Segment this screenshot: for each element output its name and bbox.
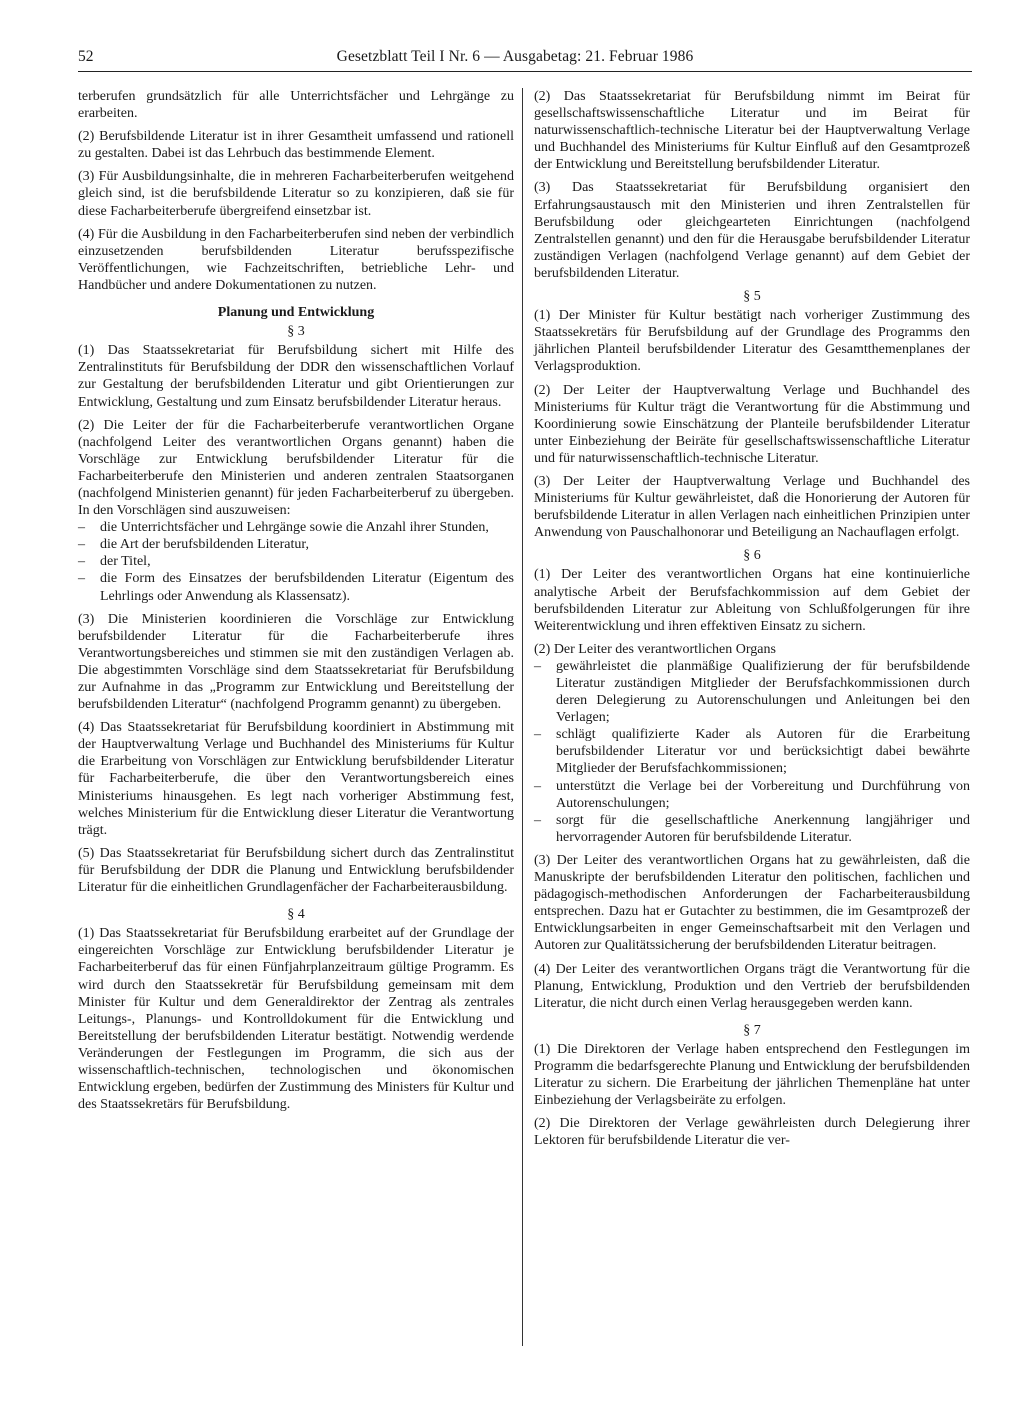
paragraph: (2) Die Direktoren der Verlage gewährleisten durch Delegierung ihrer Lektoren für berufsbildende Literatur die ver-: [534, 1116, 970, 1149]
page-number: 52: [78, 48, 94, 65]
dash-list: [78, 519, 514, 604]
paragraph: (2) Das Staatssekretariat für Berufsbildung nimmt im Beirat für gesellschaftswissenschaftliche Literatur und im Beirat für naturwissenschaftlich-technische Literatur bei der Hauptverwaltung Verlage und Buchhandel des Ministeriums für Kultur Einfluß auf den Gesamtprozeß der Entwicklung und Bereitstellung berufsbildender Literatur.: [534, 89, 970, 173]
list-item: – sorgt für die gesellschaftliche Anerkennung langjähriger und hervorragender Autoren für berufsbildende Literatur.: [534, 812, 970, 846]
paragraph: (3) Der Leiter des verantwortlichen Organs hat zu gewährleisten, daß die Manuskripte der berufsbildenden Literatur den politischen, fachlichen und pädagogisch-methodischen Anforderungen der Facharbeiterausbildung entsprechen. Dazu hat er Gutachter zu bestimmen, die im Gesamtprozeß der Entwicklungsarbeiten in enger Gemeinschaftsarbeit mit den Verlagen und Autoren zur Qualitätssicherung der berufsbildenden Literatur beitragen.: [534, 852, 970, 954]
section-number: § 7: [743, 1022, 761, 1038]
list-item: – gewährleistet die planmäßige Qualifizierung der für berufsbildende Literatur zuständigen Mitglieder der Berufsfachkommissionen durch deren Delegierung zu Autorenschulungen und Anleitungen bei den Verlagen;: [534, 658, 970, 726]
paragraph: (2) Berufsbildende Literatur ist in ihrer Gesamtheit umfassend und rationell zu gestalten. Dabei ist das Lehrbuch das bestimmende Element.: [78, 129, 514, 162]
list-item: – der Titel,: [78, 553, 514, 570]
paragraph: (3) Der Leiter der Hauptverwaltung Verlage und Buchhandel des Ministeriums für Kultur gewährleistet, daß die Honorierung der Autoren für berufsbildende Literatur in allen Verlagen nach einheitlichen Prinzipien unter Anwendung von Pauschalhonorar und Beteiligung an Nachauflagen erfolgt.: [534, 473, 970, 541]
list-item: – die Unterrichtsfächer und Lehrgänge sowie die Anzahl ihrer Stunden,: [78, 519, 514, 536]
paragraph: (5) Das Staatssekretariat für Berufsbildung sichert durch das Zentralinstitut für Berufsbildung der DDR die Planung und Entwicklung berufsbildender Literatur für die einheitlichen Grundlagenfächer der Facharbeiterausbildung.: [78, 845, 514, 896]
section-number: § 5: [743, 289, 761, 305]
paragraph: (4) Der Leiter des verantwortlichen Organs trägt die Verantwortung für die Planung, Entwicklung, Produktion und den Vertrieb der berufsbildenden Literatur, die nicht durch einen Verlag herausgegeben werden kann.: [534, 961, 970, 1011]
left-column: [78, 88, 514, 1119]
paragraph: (2) Die Leiter der für die Facharbeiterberufe verantwortlichen Organe (nachfolgend Leiter des verantwortlichen Organs genannt) haben die Vorschläge zur Entwicklung berufsbildender Literatur für die Facharbeiterberufe den Ministerien und anderen zentralen Staatsorganen (nachfolgend Ministerien genannt) für jeden Facharbeiterberuf zu übergeben. In den Vorschlägen sind auszuweisen:: [78, 417, 514, 519]
list-item: – die Form des Einsatzes der berufsbildenden Literatur (Eigentum des Lehrlings oder Anwendung als Klassensatz).: [78, 570, 514, 604]
paragraph: (2) Der Leiter der Hauptverwaltung Verlage und Buchhandel des Ministeriums für Kultur trägt die Verantwortung für die Abstimmung und Koordinierung sowie Einschätzung der Planteile berufsbildender Literatur unter Einbeziehung der Beiräte für gesellschaftswissenschaftliche Literatur und für naturwissenschaftlich-technische Literatur.: [534, 382, 970, 466]
section-number: § 4: [287, 907, 305, 923]
paragraph: (1) Das Staatssekretariat für Berufsbildung sichert mit Hilfe des Zentralinstituts für Berufsbildung der DDR den wissenschaftlichen Vorlauf zur Gestaltung der berufsbildenden Literatur und gibt Orientierungen zur Entwicklung, Gestaltung und zum Einsatz berufsbildender Literatur heraus.: [78, 343, 514, 410]
section-number: § 3: [287, 324, 305, 340]
paragraph: (1) Das Staatssekretariat für Berufsbildung erarbeitet auf der Grundlage der eingereichten Vorschläge zur Entwicklung berufsbildender Literatur je Facharbeiterberuf das für einen Fünfjahrplanzeitraum gültige Programm. Es wird durch den Staatssekretär für Berufsbildung gemeinsam mit dem Minister für Kultur und dem Generaldirektor der Zentrag als zentrales Leitungs-, Planungs- und Kontrolldokument für die Entwicklung und Bereitstellung der berufsbildenden Literatur bestätigt. Notwendig werdende Veränderungen der Festlegungen im Programm, die sich aus der wissenschaftlich-technischen, technologischen und ökonomischen Entwicklung ergeben, bedürfen der Zustimmung des Ministers für Kultur und des Staatssekretärs für Berufsbildung.: [78, 926, 514, 1113]
running-header: Gesetzblatt Teil I Nr. 6 — Ausgabetag: 21. Februar 1986: [336, 48, 694, 65]
paragraph: terberufen grundsätzlich für alle Unterrichtsfächer und Lehrgänge zu erarbeiten.: [78, 89, 514, 122]
paragraph: (3) Die Ministerien koordinieren die Vorschläge zur Entwicklung berufsbildender Literatur für die Facharbeiterberufe ihres Verantwortungsbereiches und stimmen sie mit den zuständigen Verlagen ab. Die abgestimmten Vorschläge sind dem Staatssekretariat für Berufsbildung zur Aufnahme in das „Programm zur Entwicklung und Bereitstellung der berufsbildenden Literatur“ (nachfolgend Programm genannt) zu übergeben.: [78, 611, 514, 713]
section-heading: Planung und Entwicklung: [217, 305, 375, 321]
paragraph: (1) Die Direktoren der Verlage haben entsprechend den Festlegungen im Programm die bedarfsgerechte Planung und Entwicklung der berufsbildenden Literatur zu sichern. Die Erarbeitung der jährlichen Themenpläne hat unter Einbeziehung der Verlagsbeiräte zu erfolgen.: [534, 1041, 970, 1109]
header-rule: [78, 71, 972, 72]
section-number: § 6: [743, 548, 761, 564]
list-item: – unterstützt die Verlage bei der Vorbereitung und Durchführung von Autorenschulungen;: [534, 778, 970, 812]
paragraph: (3) Das Staatssekretariat für Berufsbildung organisiert den Erfahrungsaustausch mit den Ministerien und ihren Zentralstellen für Berufsbildung oder gleichgearteten Einrichtungen (nachfolgend Zentralstellen genannt) und den für die Herausgabe berufsbildender Literatur zuständigen Verlagen (nachfolgend Verlage genannt) auf dem Gebiet der berufsbildenden Literatur.: [534, 180, 970, 281]
paragraph: (4) Für die Ausbildung in den Facharbeiterberufen sind neben der verbindlich einzusetzenden berufsbildenden Literatur berufsspezifische Veröffentlichungen, wie Fachzeitschriften, betriebliche Lehr- und Handbücher und andere Dokumentationen zu nutzen.: [78, 226, 514, 293]
paragraph: (3) Für Ausbildungsinhalte, die in mehreren Facharbeiterberufen weitgehend gleich sind, ist die berufsbildende Literatur so zu konzipieren, daß sie für diese Facharbeiterberufe übergreifend einsetzbar ist.: [78, 169, 514, 219]
paragraph: (1) Der Minister für Kultur bestätigt nach vorheriger Zustimmung des Staatssekretärs für Berufsbildung auf der Grundlage des Programms den jährlichen Planteil berufsbildender Literatur des Gesamtthemenplanes der Verlagsproduktion.: [534, 308, 970, 375]
paragraph: (4) Das Staatssekretariat für Berufsbildung koordiniert in Abstimmung mit der Hauptverwaltung Verlage und Buchhandel des Ministeriums für Kultur die Erarbeitung von Vorschlägen zur Entwicklung berufsbildender Literatur für Facharbeiterberufe, die über den Verantwortungsbereich eines Ministeriums hinausgehen. Es legt nach vorheriger Abstimmung fest, welches Ministerium für die Entwicklung dieser Literatur die Verantwortung trägt.: [78, 720, 514, 838]
paragraph: (2) Der Leiter des verantwortlichen Organs: [534, 641, 776, 657]
right-column: [534, 88, 970, 1155]
paragraph: (1) Der Leiter des verantwortlichen Organs hat eine kontinuierliche analytische Arbeit der Berufsfachkommission auf dem Gebiet der berufsbildenden Literatur zur Ableitung von Schlußfolgerungen für ihre Weiterentwicklung und ihren effektiven Einsatz zu sichern.: [534, 567, 970, 634]
column-divider: [522, 88, 523, 1346]
list-item: – die Art der berufsbildenden Literatur,: [78, 536, 514, 553]
list-item: – schlägt qualifizierte Kader als Autoren für die Erarbeitung berufsbildender Literatur vor und berücksichtigt dabei bewährte Mitglieder der Berufsfachkommissionen;: [534, 726, 970, 777]
dash-list: [534, 658, 970, 846]
